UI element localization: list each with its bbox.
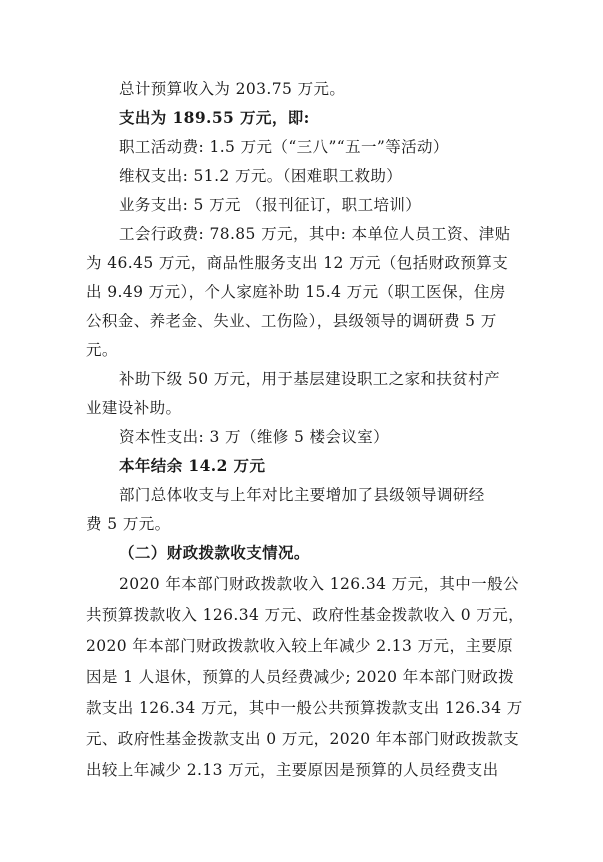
text-line-admin-fee-cont-1: 为 46.45 万元，商品性服务支出 12 万元（包括财政预算支 [86, 254, 509, 272]
text-line-subsidy-cont: 业建设补助。 [86, 399, 182, 417]
text-line-fiscal-1: 2020 年本部门财政拨款收入 126.34 万元，其中一般公 [119, 575, 519, 593]
text-line-fiscal-5: 款支出 126.34 万元，其中一般公共预算拨款支出 126.34 万 [86, 699, 523, 717]
text-line-admin-fee-cont-3: 公积金、养老金、失业、工伤险），县级领导的调研费 5 万 [86, 312, 497, 330]
text-line-subsidy: 补助下级 50 万元，用于基层建设职工之家和扶贫村产 [119, 370, 500, 388]
text-line-fiscal-7: 出较上年减少 2.13 万元，主要原因是预算的人员经费支出 [86, 761, 499, 779]
text-line-fiscal-2: 共预算拨款收入 126.34 万元、政府性基金拨款收入 0 万元， [86, 606, 525, 624]
text-line-admin-fee: 工会行政费: 78.85 万元，其中: 本单位人员工资、津贴 [119, 225, 511, 243]
text-line-fiscal-4: 因是 1 人退休，预算的人员经费减少; 2020 年本部门财政拨 [86, 668, 515, 686]
text-line-fiscal-6: 元、政府性基金拨款支出 0 万元，2020 年本部门财政拨款支 [86, 730, 519, 748]
heading-expenditure: 支出为 189.55 万元，即: [119, 108, 310, 127]
section-heading-fiscal-appropriation: （二）财政拨款收支情况。 [119, 543, 310, 562]
text-line-total-budget-income: 总计预算收入为 203.75 万元。 [119, 80, 346, 98]
text-line-admin-fee-cont-2: 出 9.49 万元），个人家庭补助 15.4 万元（职工医保，住房 [86, 283, 506, 301]
text-line-rights-protection: 维权支出: 51.2 万元。（困难职工救助） [119, 167, 403, 185]
text-line-capital-expenditure: 资本性支出: 3 万（维修 5 楼会议室） [119, 428, 390, 446]
text-line-fiscal-3: 2020 年本部门财政拨款收入较上年减少 2.13 万元，主要原 [86, 637, 514, 655]
text-line-comparison: 部门总体收支与上年对比主要增加了县级领导调研经 [119, 486, 485, 504]
text-line-business-expenditure: 业务支出: 5 万元 （报刊征订，职工培训） [119, 196, 422, 214]
text-line-staff-activities: 职工活动费: 1.5 万元（“三八”“五一”等活动） [119, 138, 449, 156]
text-line-admin-fee-cont-4: 元。 [86, 341, 118, 359]
text-line-comparison-cont: 费 5 万元。 [86, 515, 171, 533]
heading-annual-balance: 本年结余 14.2 万元 [119, 456, 266, 475]
